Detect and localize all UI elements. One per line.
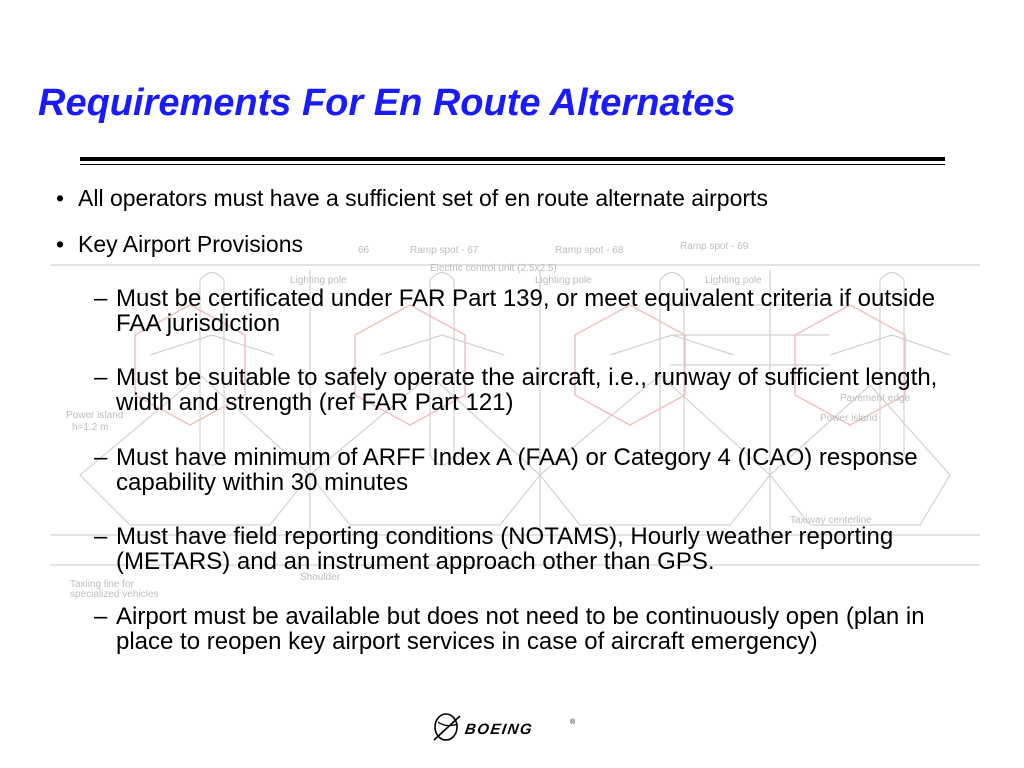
bullet-text: All operators must have a sufficient set of en route alternate airports — [78, 185, 768, 211]
sub-bullet-text: Must be certificated under FAR Part 139, or meet equivalent criteria if outside FAA jurisdiction — [116, 285, 936, 337]
boeing-logo — [430, 708, 580, 746]
sub-bullet-text: Airport must be available but does not need to be continuously open (plan in place to reopen key airport services in case of aircraft emergency) — [116, 603, 925, 655]
drawing-label-lighting-pole-1: Lighting pole — [290, 275, 347, 286]
registered-mark: ® — [570, 719, 576, 726]
title-divider-thin — [80, 164, 945, 165]
sub-bullet-item — [94, 285, 976, 337]
bullet-item — [56, 231, 303, 257]
drawing-label-lighting-pole-3: Lighting pole — [705, 275, 762, 286]
sub-bullet-text: Must be suitable to safely operate the aircraft, i.e., runway of sufficient length, width and strength (ref FAR Part 121) — [116, 364, 938, 416]
bullet-text: Key Airport Provisions — [78, 231, 303, 257]
drawing-label-taxiway-centerline: Taxiway centerline — [790, 515, 872, 526]
drawing-label-ramp-66: 66 — [358, 245, 370, 256]
sub-bullet-text: Must have field reporting conditions (NOTAMS), Hourly weather reporting (METARS) and an instrument approach other than GPS. — [116, 523, 894, 575]
sub-bullet-marker: – — [94, 285, 108, 312]
sub-bullet-item — [94, 603, 976, 655]
sub-bullet-marker: – — [94, 364, 108, 391]
drawing-label-ramp-67: Ramp spot - 67 — [410, 245, 479, 256]
drawing-label-power-island: Power island — [66, 410, 124, 421]
drawing-label-power-island-height: h=1.2 m — [72, 422, 109, 433]
sub-bullet-item — [94, 444, 976, 496]
drawing-label-taxiing-line: Taxiing line for — [70, 579, 134, 590]
sub-bullet-text: Must have minimum of ARFF Index A (FAA) or Category 4 (ICAO) response capability within 30 minutes — [116, 444, 918, 496]
drawing-label-power-island-2: Power island — [820, 413, 878, 424]
drawing-label-ramp-69: Ramp spot - 69 — [680, 241, 749, 252]
sub-bullet-marker: – — [94, 603, 108, 630]
bullet-marker: • — [56, 185, 65, 211]
bullet-item — [56, 185, 768, 211]
title-divider-thick — [80, 157, 945, 161]
drawing-label-lighting-pole-2: Lighting pole — [535, 275, 592, 286]
drawing-label-control-unit: Electric control unit (2.5x2.5) — [430, 263, 557, 274]
boeing-symbol-icon — [434, 714, 460, 740]
drawing-label-taxiing-line-2: specialized vehicles — [70, 589, 159, 600]
bullet-marker: • — [56, 231, 65, 257]
sub-bullet-marker: – — [94, 523, 108, 550]
boeing-wordmark: BOEING — [463, 721, 535, 738]
drawing-label-pavement-edge: Pavement edge — [840, 393, 911, 404]
drawing-label-shoulder: Shoulder — [300, 572, 341, 583]
drawing-label-ramp-68: Ramp spot - 68 — [555, 245, 624, 256]
slide-title: Requirements For En Route Alternates — [38, 82, 736, 124]
sub-bullet-item — [94, 523, 976, 575]
sub-bullet-marker: – — [94, 444, 108, 471]
sub-bullet-item — [94, 364, 976, 416]
